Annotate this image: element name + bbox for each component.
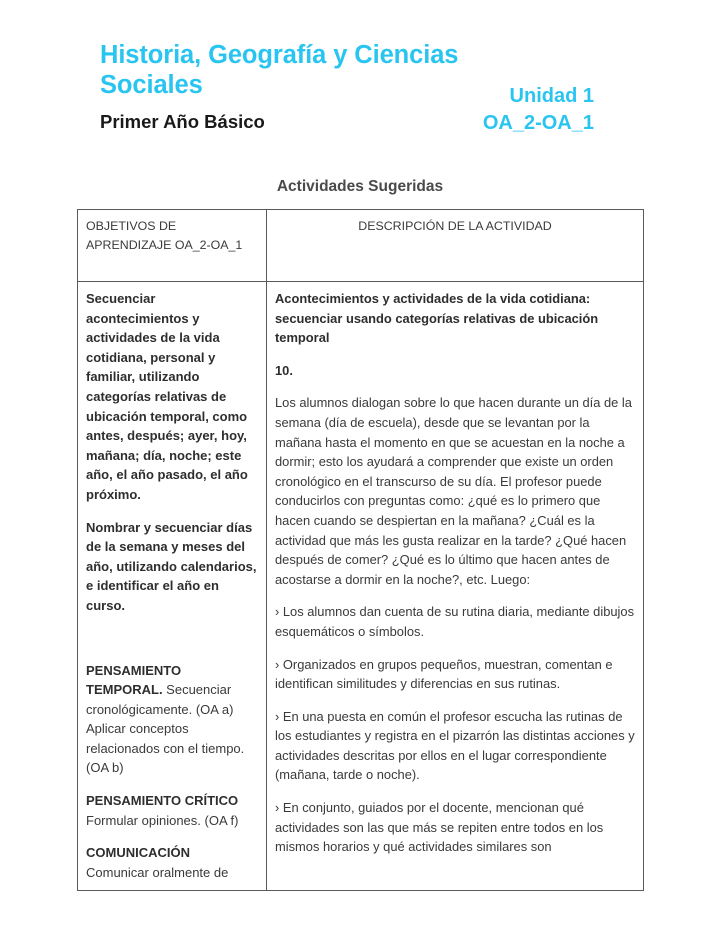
activity-heading: Acontecimientos y actividades de la vida cotidiana: secuenciar usando categorías relativas de ubicación temporal: [275, 291, 599, 346]
bullet-marker-icon: ›: [275, 800, 283, 816]
grade-label: Primer Año Básico: [100, 111, 265, 132]
table-row: [78, 282, 644, 891]
activity-bullet-text: Organizados en grupos pequeños, muestran, comentan e identifican similitudes y diferencias en sus rutinas.: [275, 656, 613, 692]
skill-pensamiento-critico-title: PENSAMIENTO CRÍTICO: [86, 793, 239, 809]
activity-bullet-item: [275, 798, 635, 857]
activity-bullet-text: En una puesta en común el profesor escucha las rutinas de los estudiantes y registra en el pizarrón las distintas acciones y actividades descritas por ellos en el lugar correspondiente (mañana, tarde o noche).: [275, 708, 635, 783]
bullet-marker-icon: ›: [275, 708, 283, 724]
activity-bullet-text: En conjunto, guiados por el docente, mencionan qué actividades son las que más se repiten entre todos en los mismos horarios y qué actividades similares son: [275, 800, 604, 855]
skill-comunicacion-body: Comunicar oralmente de: [86, 864, 229, 880]
activity-bullet-item: [275, 602, 635, 641]
oa-code-label: OA_2-OA_1: [482, 112, 594, 134]
activity-bullet-list: [275, 602, 635, 857]
objective-oa2-text: Secuenciar acontecimientos y actividades de la vida cotidiana, personal y familiar, utilizando categorías relativas de ubicación temporal, como antes, después; ayer, hoy, mañana; día, noche; este año, el año pasado, el año próximo.: [86, 291, 248, 502]
activity-bullet-text: Los alumnos dan cuenta de su rutina diaria, mediante dibujos esquemáticos o símbolos.: [275, 604, 635, 639]
skill-pensamiento-critico: [86, 791, 258, 830]
activities-table: [77, 209, 644, 891]
skill-comunicacion: [86, 843, 258, 882]
objective-oa1-text: Nombrar y secuenciar días de la semana y meses del año, utilizando calendarios, e identificar el año en curso.: [86, 519, 257, 613]
column-header-objectives: OBJETIVOS DE APRENDIZAJE OA_2-OA_1: [78, 210, 267, 282]
left-column-spacer: [86, 629, 258, 648]
objectives-cell: [78, 282, 267, 891]
bullet-marker-icon: ›: [275, 656, 283, 672]
skill-comunicacion-title: COMUNICACIÓN: [86, 845, 190, 861]
skill-pensamiento-temporal-body: Secuenciar cronológicamente. (OA a) Aplicar conceptos relacionados con el tiempo. (OA b): [86, 682, 245, 776]
unit-label: Unidad 1: [509, 85, 594, 107]
skill-pensamiento-temporal: [86, 661, 258, 779]
description-cell: [267, 282, 644, 891]
activity-number: 10.: [275, 362, 293, 378]
activity-intro-paragraph: Los alumnos dialogan sobre lo que hacen durante un día de la semana (día de escuela), desde que se levantan por la mañana hasta el momento en que se acuestan en la noche a dormir; esto los ayudará a comprender que existe un orden cronológico en el transcurso de su día. El profesor puede conducirlos con preguntas como: ¿qué es lo primero que hacen cuando se despiertan en la mañana? ¿Cuál es la actividad que más les gusta realizar en la tarde? ¿Qué hacen después de comer? ¿Qué es lo último que hacen antes de acostarse a dormir en la noche?, etc. Luego:: [275, 395, 632, 587]
subject-title: Historia, Geografía y Ciencias Sociales: [100, 41, 459, 99]
column-header-description: DESCRIPCIÓN DE LA ACTIVIDAD: [267, 210, 644, 282]
document-header: [100, 40, 624, 150]
activity-bullet-item: [275, 655, 635, 694]
section-title: Actividades Sugeridas: [276, 178, 444, 195]
bullet-marker-icon: ›: [275, 604, 283, 620]
activity-bullet-item: [275, 707, 635, 785]
skill-pensamiento-temporal-title: PENSAMIENTO TEMPORAL.: [86, 662, 182, 698]
skill-pensamiento-critico-body: Formular opiniones. (OA f): [86, 812, 239, 828]
table-header-row: [78, 210, 644, 282]
